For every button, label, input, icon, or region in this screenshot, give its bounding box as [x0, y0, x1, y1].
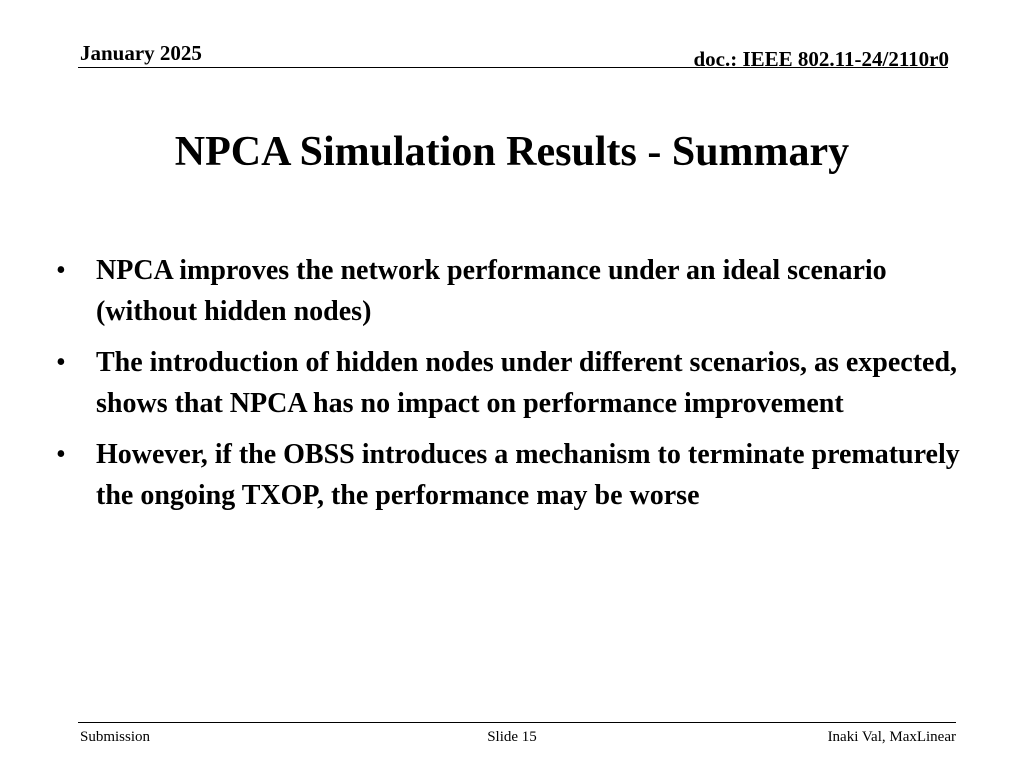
- bullet-text: However, if the OBSS introduces a mechanism to terminate prematurely the ongoing TXOP, the performance may be worse: [96, 439, 960, 511]
- bullet-dot-icon: •: [56, 255, 66, 286]
- bullet-list: [56, 250, 986, 526]
- bullet-item: [56, 434, 986, 516]
- bullet-text: The introduction of hidden nodes under different scenarios, as expected, shows that NPCA has no impact on performance improvement: [96, 347, 958, 419]
- footer-author: Inaki Val, MaxLinear: [827, 729, 956, 745]
- header-date: January 2025: [80, 41, 202, 65]
- footer-divider: [78, 722, 956, 723]
- footer-submission: Submission: [80, 729, 151, 745]
- slide-title: NPCA Simulation Results - Summary: [174, 129, 850, 175]
- header-divider: [78, 67, 948, 68]
- bullet-dot-icon: •: [56, 439, 66, 470]
- bullet-item: [56, 250, 986, 332]
- bullet-item: [56, 342, 986, 424]
- bullet-dot-icon: •: [56, 347, 66, 378]
- footer-slide-number: Slide 15: [487, 729, 537, 745]
- header-doc-id: doc.: IEEE 802.11-24/2110r0: [693, 47, 949, 71]
- bullet-text: NPCA improves the network performance under an ideal scenario (without hidden nodes): [96, 255, 887, 327]
